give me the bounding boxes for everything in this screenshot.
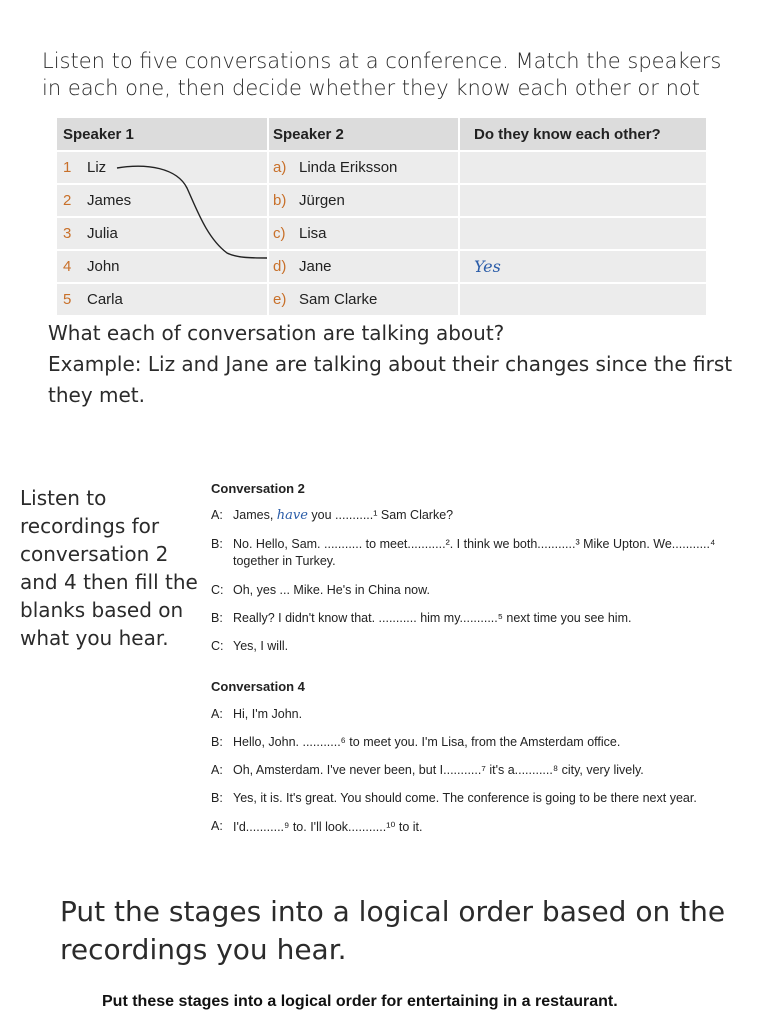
- dialogue-line: [211, 707, 751, 721]
- filled-blank[interactable]: have: [276, 508, 308, 523]
- speaker-2-name: Linda Eriksson: [299, 159, 398, 176]
- dialogue-text: Oh, Amsterdam. I've never been, but I...........⁷ it's a...........⁸ city, very lively.: [233, 763, 644, 777]
- speaker-label: C:: [211, 639, 224, 653]
- match-connector-line: [57, 118, 297, 278]
- dialogue-line: [211, 735, 751, 749]
- speaker-label: A:: [211, 707, 223, 721]
- dialogue-line: [211, 639, 751, 653]
- know-answer[interactable]: Yes: [474, 257, 501, 276]
- row-number: 5: [63, 291, 72, 308]
- dialogue-text: Oh, yes ... Mike. He's in China now.: [233, 583, 430, 597]
- speaker-2-name: Sam Clarke: [299, 291, 378, 308]
- dialogue-text: you ...........¹ Sam Clarke?: [307, 508, 454, 522]
- dialogue-line: [211, 583, 751, 597]
- row-letter: c): [273, 225, 286, 242]
- question-line-1: What each of conversation are talking about?: [48, 321, 505, 345]
- speaker-2-name: Jürgen: [299, 192, 345, 209]
- dialogue-text: Hello, John. ...........⁶ to meet you. I'm Lisa, from the Amsterdam office.: [233, 735, 621, 749]
- dialogue-line: [211, 611, 751, 625]
- dialogue-line: [211, 819, 751, 834]
- dialogue-text: I'd...........⁹ to. I'll look...........¹⁰ to it.: [233, 820, 423, 834]
- dialogue-text: Yes, it is. It's great. You should come. The conference is going to be there next year.: [233, 791, 697, 805]
- question-example: Example: Liz and Jane are talking about their changes since the first they met.: [48, 352, 733, 407]
- dialogue-text: James,: [233, 508, 277, 522]
- dialogue-line: [211, 508, 751, 523]
- row-letter: d): [273, 258, 287, 275]
- speaker-1-name: John: [87, 258, 120, 275]
- dialogue-line: [211, 536, 751, 570]
- row-number: 3: [63, 225, 72, 242]
- dialogue-text: Really? I didn't know that. ........... him my...........⁵ next time you see him.: [233, 611, 632, 625]
- conversation-2-title: Conversation 2: [211, 481, 305, 496]
- instruction-restaurant-stages: Put these stages into a logical order for entertaining in a restaurant.: [102, 993, 618, 1010]
- conversation-4-title: Conversation 4: [211, 679, 305, 694]
- row-letter: a): [273, 159, 287, 176]
- row-letter: b): [273, 192, 287, 209]
- speaker-label: B:: [211, 735, 223, 749]
- speaker-label: C:: [211, 583, 224, 597]
- instruction-match-speakers: Listen to five conversations at a conference. Match the speakers in each one, then decide whether they know each other or not: [42, 49, 722, 100]
- header-know-each-other: Do they know each other?: [458, 118, 706, 150]
- instruction-order-stages: Put the stages into a logical order based on the recordings you hear.: [60, 895, 726, 966]
- dialogue-text: No. Hello, Sam. ........... to meet...........². I think we both...........³ Mike Upton. We...........⁴ together in Turkey.: [233, 537, 716, 568]
- header-speaker-2: Speaker 2: [267, 118, 458, 150]
- row-number: 4: [63, 258, 72, 275]
- row-number: 2: [63, 192, 72, 209]
- speaker-1-name: Julia: [87, 225, 118, 242]
- dialogue-text: Yes, I will.: [233, 639, 289, 653]
- dialogue-line: [211, 791, 756, 805]
- row-number: 1: [63, 159, 72, 176]
- speaker-2-name: Jane: [299, 258, 332, 275]
- speaker-2-name: Lisa: [299, 225, 327, 242]
- dialogue-line: [211, 763, 751, 777]
- discussion-question: [48, 318, 748, 411]
- speaker-label: A:: [211, 819, 223, 833]
- speaker-1-name: James: [87, 192, 132, 209]
- dialogue-text: Hi, I'm John.: [233, 707, 303, 721]
- speaker-label: A:: [211, 508, 223, 522]
- speaker-label: A:: [211, 763, 223, 777]
- conversation-exercise: [200, 474, 760, 844]
- row-letter: e): [273, 291, 287, 308]
- speaker-label: B:: [211, 611, 223, 625]
- speaker-1-name: Liz: [87, 159, 107, 176]
- table-row: [57, 284, 706, 317]
- header-speaker-1: Speaker 1: [63, 125, 134, 143]
- fill-blanks-instruction: Listen to recordings for conversation 2 and 4 then fill the blanks based on what you hear.: [20, 486, 198, 650]
- speaker-label: B:: [211, 537, 223, 551]
- speaker-1-name: Carla: [87, 291, 123, 308]
- speaker-label: B:: [211, 791, 223, 805]
